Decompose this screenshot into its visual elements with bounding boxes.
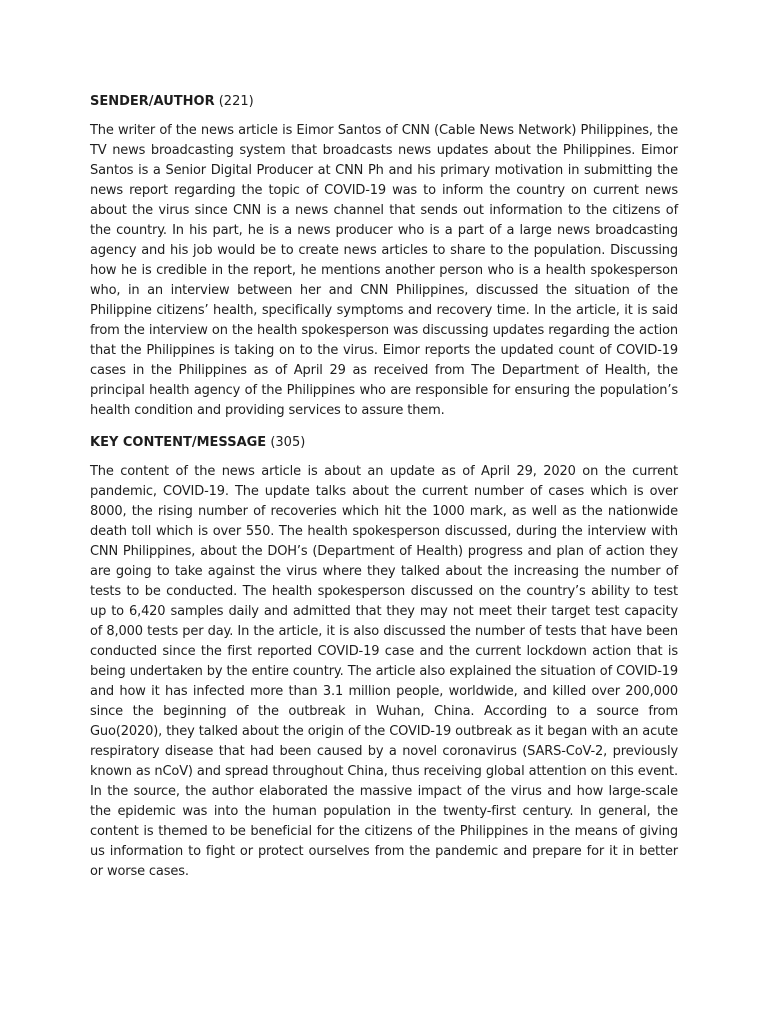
sender-author-paragraph: The writer of the news article is Eimor Santos of CNN (Cable News Network) Philippines, the TV news broadcasting system that broadcasts news updates about the Philippines. Eimor Santos is a Senior Digital Producer at CNN Ph and his primary motivation in submitting the news report regarding the topic of COVID-19 was to inform the country on current news about the virus since CNN is a news channel that sends out information to the citizens of the country. In his part, he is a news producer who is a part of a large news broadcasting agency and his job would be to create news articles to share to the population. Discussing how he is credible in the report, he mentions another person who is a health spokesperson who, in an interview between her and CNN Philippines, discussed the situation of the Philippine citizens’ health, specifically symptoms and recovery time. In the article, it is said from the interview on the health spokesperson was discussing updates regarding the action that the Philippines is taking on to the virus. Eimor reports the updated count of COVID-19 cases in the Philippines as of April 29 as received from The Department of Health, the principal health agency of the Philippines who are responsible for ensuring the population’s health condition and providing services to assure them. [90,123,678,418]
word-count: (221) [218,94,254,109]
word-count: (305) [270,435,306,450]
section-heading-label: SENDER/AUTHOR [90,94,215,109]
section-heading-label: KEY CONTENT/MESSAGE [90,435,267,450]
document-page [90,92,678,894]
key-content-paragraph: The content of the news article is about an update as of April 29, 2020 on the current pandemic, COVID-19. The update talks about the current number of cases which is over 8000, the rising number of recoveries which hit the 1000 mark, as well as the nationwide death toll which is over 550. The health spokesperson discussed, during the interview with CNN Philippines, about the DOH’s (Department of Health) progress and plan of action they are going to take against the virus where they talked about the increasing the number of tests to be conducted. The health spokesperson discussed on the country’s ability to test up to 6,420 samples daily and admitted that they may not meet their target test capacity of 8,000 tests per day. In the article, it is also discussed the number of tests that have been conducted since the first reported COVID-19 case and the current lockdown action that is being undertaken by the entire country. The article also explained the situation of COVID-19 and how it has infected more than 3.1 million people, worldwide, and killed over 200,000 since the beginning of the outbreak in Wuhan, China. According to a source from Guo(2020), they talked about the origin of the COVID-19 outbreak as it began with an acute respiratory disease that had been caused by a novel coronavirus (SARS-CoV-2, previously known as nCoV) and spread throughout China, thus receiving global attention on this event. In the source, the author elaborated the massive impact of the virus and how large-scale the epidemic was into the human population in the twenty-first century. In general, the content is themed to be beneficial for the citizens of the Philippines in the means of giving us information to fight or protect ourselves from the pandemic and prepare for it in better or worse cases. [90,464,678,879]
section-heading-key-content [90,433,678,453]
section-heading-sender-author [90,92,678,112]
